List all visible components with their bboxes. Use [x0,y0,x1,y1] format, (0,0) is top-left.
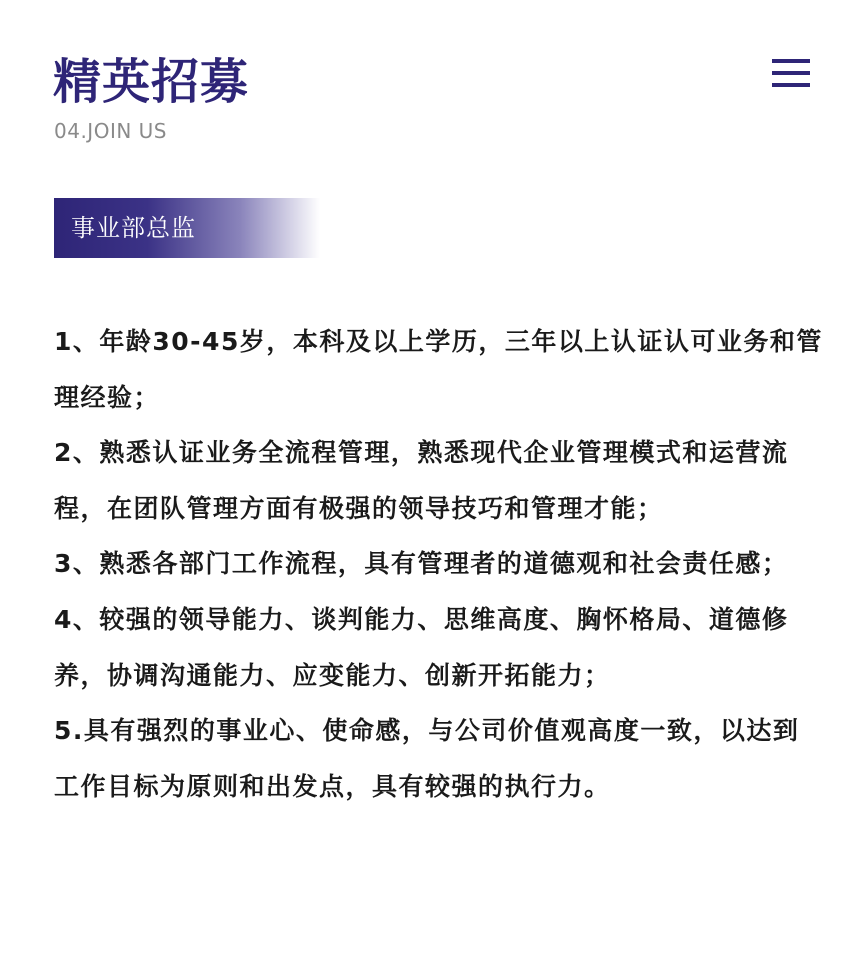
page-title: 精英招募 [53,54,250,110]
requirement-item: 1、年龄30-45岁，本科及以上学历，三年以上认证认可业务和管理经验； [54,327,823,412]
menu-button[interactable] [772,59,810,89]
section-tag-label: 事业部总监 [71,214,196,242]
requirements-list [54,314,824,814]
section-tag [54,198,320,258]
requirement-item: 4、较强的领导能力、谈判能力、思维高度、胸怀格局、道德修养，协调沟通能力、应变能力、创新开拓能力； [54,604,789,690]
requirement-item: 3、熟悉各部门工作流程，具有管理者的道德观和社会责任感； [54,549,789,579]
page-subtitle: 04.JOIN US [54,119,167,143]
requirement-item: 2、熟悉认证业务全流程管理，熟悉现代企业管理模式和运营流程，在团队管理方面有极强的领导技巧和管理才能； [54,438,789,523]
requirement-item: 5.具有强烈的事业心、使命感，与公司价值观高度一致，以达到工作目标为原则和出发点，具有较强的执行力。 [54,716,800,801]
menu-icon [772,59,810,89]
